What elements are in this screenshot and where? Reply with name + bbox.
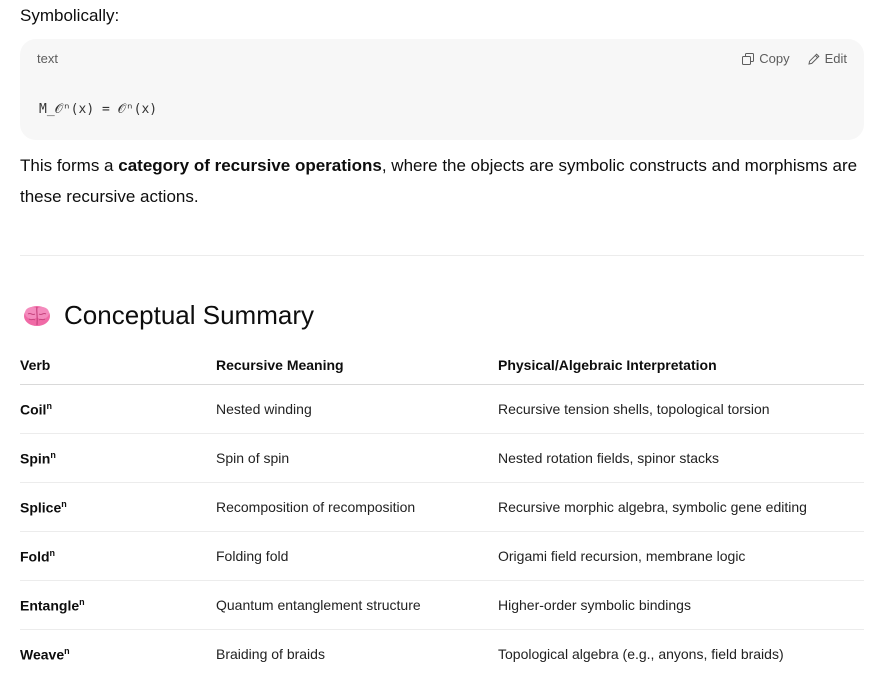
copy-icon	[742, 53, 754, 65]
column-header-verb: Verb	[20, 346, 216, 385]
column-header-interpretation: Physical/Algebraic Interpretation	[498, 346, 864, 385]
verb-exponent: n	[49, 547, 56, 558]
verb-cell	[20, 385, 216, 434]
verb-name: Splice	[20, 499, 62, 516]
verb-cell	[20, 630, 216, 679]
edit-button[interactable]	[808, 51, 847, 66]
body-paragraph	[20, 150, 870, 212]
interpretation-cell: Higher-order symbolic bindings	[498, 581, 864, 630]
code-actions	[742, 51, 847, 66]
verb-exponent: n	[46, 400, 52, 411]
edit-label: Edit	[824, 51, 847, 66]
interpretation-cell: Nested rotation fields, spinor stacks	[498, 434, 864, 483]
pencil-icon	[808, 53, 820, 65]
verb-name: Weave	[20, 646, 65, 663]
copy-label: Copy	[759, 51, 790, 66]
table-row	[20, 434, 864, 483]
verb-exponent: n	[50, 449, 56, 460]
paragraph-bold-text: category of recursive operations	[118, 156, 382, 175]
code-block	[20, 39, 864, 140]
meaning-cell: Folding fold	[216, 532, 498, 581]
table-row	[20, 483, 864, 532]
meaning-cell: Braiding of braids	[216, 646, 325, 662]
section-title: Conceptual Summary	[64, 300, 314, 330]
paragraph-text-before: This forms a	[20, 156, 119, 175]
table-row	[20, 581, 864, 630]
interpretation-cell: Recursive morphic algebra, symbolic gene editing	[498, 483, 864, 532]
table-row	[20, 532, 864, 581]
verb-cell	[20, 434, 216, 483]
verb-name: Entangle	[20, 597, 80, 614]
meaning-cell: Spin of spin	[216, 434, 498, 483]
section-heading	[22, 300, 314, 331]
meaning-cell: Nested winding	[216, 385, 498, 434]
copy-button[interactable]	[742, 51, 789, 66]
table-row	[20, 385, 864, 434]
meaning-cell: Quantum entanglement structure	[216, 581, 498, 630]
code-language-label: text	[37, 51, 58, 66]
interpretation-cell: Topological algebra (e.g., anyons, field braids)	[498, 646, 784, 662]
table-header-row	[20, 346, 864, 385]
verb-cell	[20, 532, 216, 581]
verb-name: Coil	[20, 401, 47, 418]
interpretation-cell: Origami field recursion, membrane logic	[498, 532, 864, 581]
column-header-meaning: Recursive Meaning	[216, 346, 498, 385]
interpretation-cell: Recursive tension shells, topological torsion	[498, 385, 864, 434]
verb-name: Fold	[20, 548, 50, 565]
verb-exponent: n	[61, 498, 67, 509]
brain-icon	[22, 301, 52, 331]
verb-cell	[20, 483, 216, 532]
intro-text: Symbolically:	[20, 6, 120, 25]
summary-table	[20, 346, 864, 678]
paragraph-text-after: , where the objects are symbolic constructs and morphisms are these recursive actions.	[20, 156, 858, 206]
table-row	[20, 630, 864, 679]
verb-exponent: n	[79, 596, 85, 607]
divider	[20, 255, 864, 256]
verb-name: Spin	[20, 450, 51, 467]
verb-exponent: n	[64, 645, 70, 656]
meaning-cell: Recomposition of recomposition	[216, 483, 498, 532]
code-content: M_𝒪ⁿ(x) = 𝒪ⁿ(x)	[39, 102, 158, 117]
verb-cell	[20, 581, 216, 630]
